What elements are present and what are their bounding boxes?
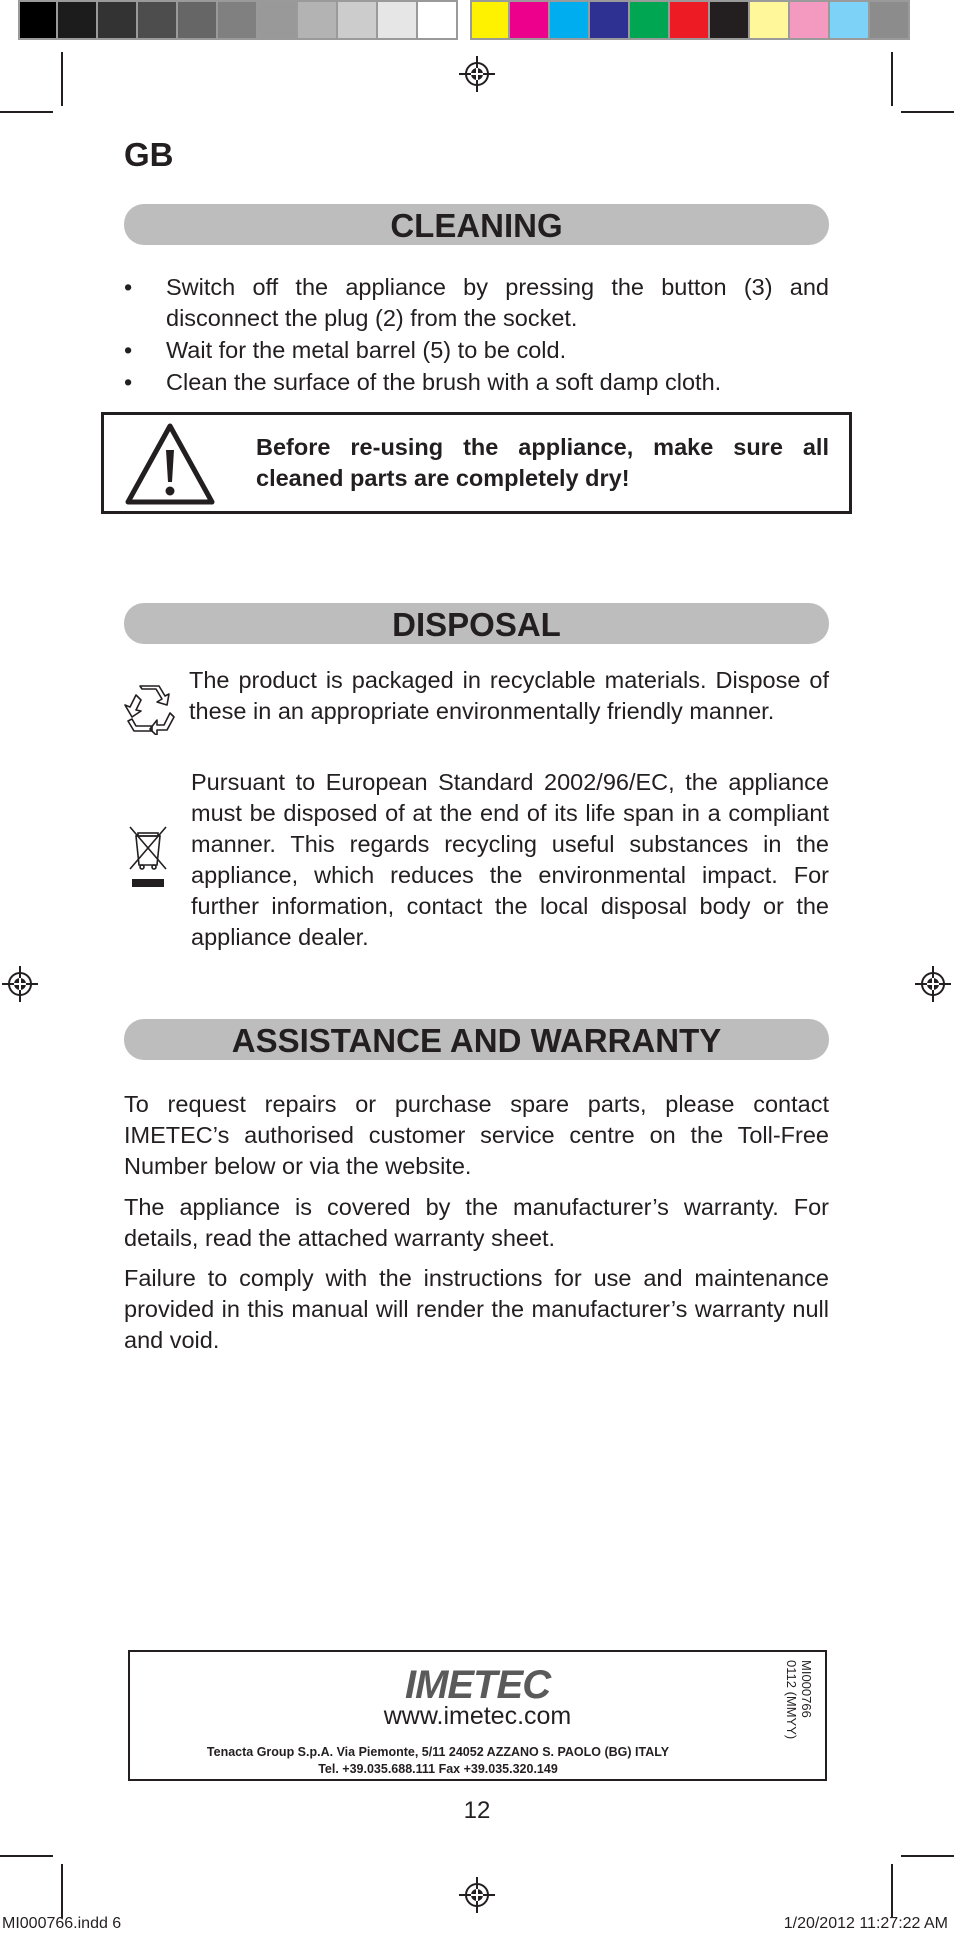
color-swatch bbox=[750, 0, 790, 40]
section-header-cleaning: CLEANING bbox=[124, 204, 829, 245]
color-swatch bbox=[710, 0, 750, 40]
crossed-bin-icon bbox=[126, 825, 170, 891]
list-item bbox=[124, 272, 829, 334]
color-swatch bbox=[338, 0, 378, 40]
list-item-text: Switch off the appliance by pressing the button (3) and disconnect the plug (2) from the socket. bbox=[166, 274, 829, 331]
website-link[interactable]: www.imetec.com bbox=[383, 1702, 572, 1730]
language-label: GB bbox=[124, 136, 174, 173]
list-item-text: Clean the surface of the brush with a soft damp cloth. bbox=[166, 369, 722, 395]
color-swatch bbox=[178, 0, 218, 40]
document-code-date: 0112 (MMYY) bbox=[784, 1660, 799, 1740]
crop-mark bbox=[61, 1864, 63, 1918]
crop-mark bbox=[0, 111, 53, 113]
registration-mark-icon bbox=[915, 966, 951, 1002]
crop-mark bbox=[891, 1864, 893, 1918]
bullet-marker: • bbox=[124, 369, 133, 395]
registration-mark-icon bbox=[2, 966, 38, 1002]
company-address: Tenacta Group S.p.A. Via Piemonte, 5/11 24052 AZZANO S. PAOLO (BG) ITALY bbox=[206, 1745, 670, 1759]
assistance-paragraph: Failure to comply with the instructions for use and maintenance provided in this manual will render the manufacturer’s warranty null and void. bbox=[124, 1265, 829, 1353]
registration-mark-icon bbox=[459, 1877, 495, 1913]
company-phone: Tel. +39.035.688.111 Fax +39.035.320.149 bbox=[318, 1762, 558, 1776]
crop-mark bbox=[891, 52, 893, 106]
crop-mark bbox=[901, 111, 954, 113]
color-swatch bbox=[378, 0, 418, 40]
color-swatch bbox=[418, 0, 458, 40]
color-swatch bbox=[258, 0, 298, 40]
color-swatch bbox=[870, 0, 910, 40]
assistance-paragraph: The appliance is covered by the manufacturer’s warranty. For details, read the attached warranty sheet. bbox=[124, 1194, 829, 1251]
document-code-id: MI000766 bbox=[799, 1660, 814, 1718]
crop-mark bbox=[901, 1855, 954, 1857]
recycle-icon bbox=[122, 683, 176, 735]
section-header-disposal: DISPOSAL bbox=[124, 603, 829, 644]
color-swatch bbox=[630, 0, 670, 40]
cleaning-bullet-list bbox=[124, 272, 829, 399]
assistance-paragraph: To request repairs or purchase spare parts, please contact IMETEC’s authorised customer service centre on the Toll-Free Number below or via the website. bbox=[124, 1091, 829, 1179]
bullet-marker: • bbox=[124, 337, 133, 363]
color-calibration-bar bbox=[18, 0, 910, 44]
color-swatch bbox=[298, 0, 338, 40]
date-slug: 1/20/2012 11:27:22 AM bbox=[783, 1915, 948, 1932]
color-swatch bbox=[670, 0, 710, 40]
color-swatch bbox=[830, 0, 870, 40]
bullet-marker: • bbox=[124, 274, 133, 300]
page-number: 12 bbox=[463, 1797, 491, 1824]
color-swatch bbox=[18, 0, 58, 40]
warning-triangle-icon bbox=[122, 420, 218, 508]
color-swatch bbox=[138, 0, 178, 40]
file-slug: MI000766.indd 6 bbox=[2, 1915, 122, 1932]
section-header-assistance: ASSISTANCE AND WARRANTY bbox=[124, 1019, 829, 1060]
weee-text: Pursuant to European Standard 2002/96/EC, the appliance must be disposed of at the end of its life span in a compliant manner. This regards recycling useful substances in the appliance, which reduces the environmental impact. For further information, contact the local disposal body or the appliance dealer. bbox=[191, 769, 829, 950]
color-swatch bbox=[550, 0, 590, 40]
color-swatch bbox=[590, 0, 630, 40]
registration-mark-icon bbox=[459, 56, 495, 92]
color-swatch bbox=[470, 0, 510, 40]
color-swatch bbox=[790, 0, 830, 40]
list-item bbox=[124, 335, 829, 366]
recycle-text: The product is packaged in recyclable materials. Dispose of these in an appropriate environmentally friendly manner. bbox=[189, 667, 829, 724]
color-swatch bbox=[510, 0, 550, 40]
color-swatch bbox=[218, 0, 258, 40]
document-code bbox=[784, 1660, 814, 1770]
warning-text: Before re-using the appliance, make sure all cleaned parts are completely dry! bbox=[256, 434, 829, 491]
list-item bbox=[124, 367, 829, 398]
brand-logo: IMETEC bbox=[405, 1663, 551, 1707]
color-swatch bbox=[58, 0, 98, 40]
crop-mark bbox=[0, 1855, 53, 1857]
list-item-text: Wait for the metal barrel (5) to be cold. bbox=[166, 337, 567, 363]
color-swatch bbox=[98, 0, 138, 40]
crop-mark bbox=[61, 52, 63, 106]
